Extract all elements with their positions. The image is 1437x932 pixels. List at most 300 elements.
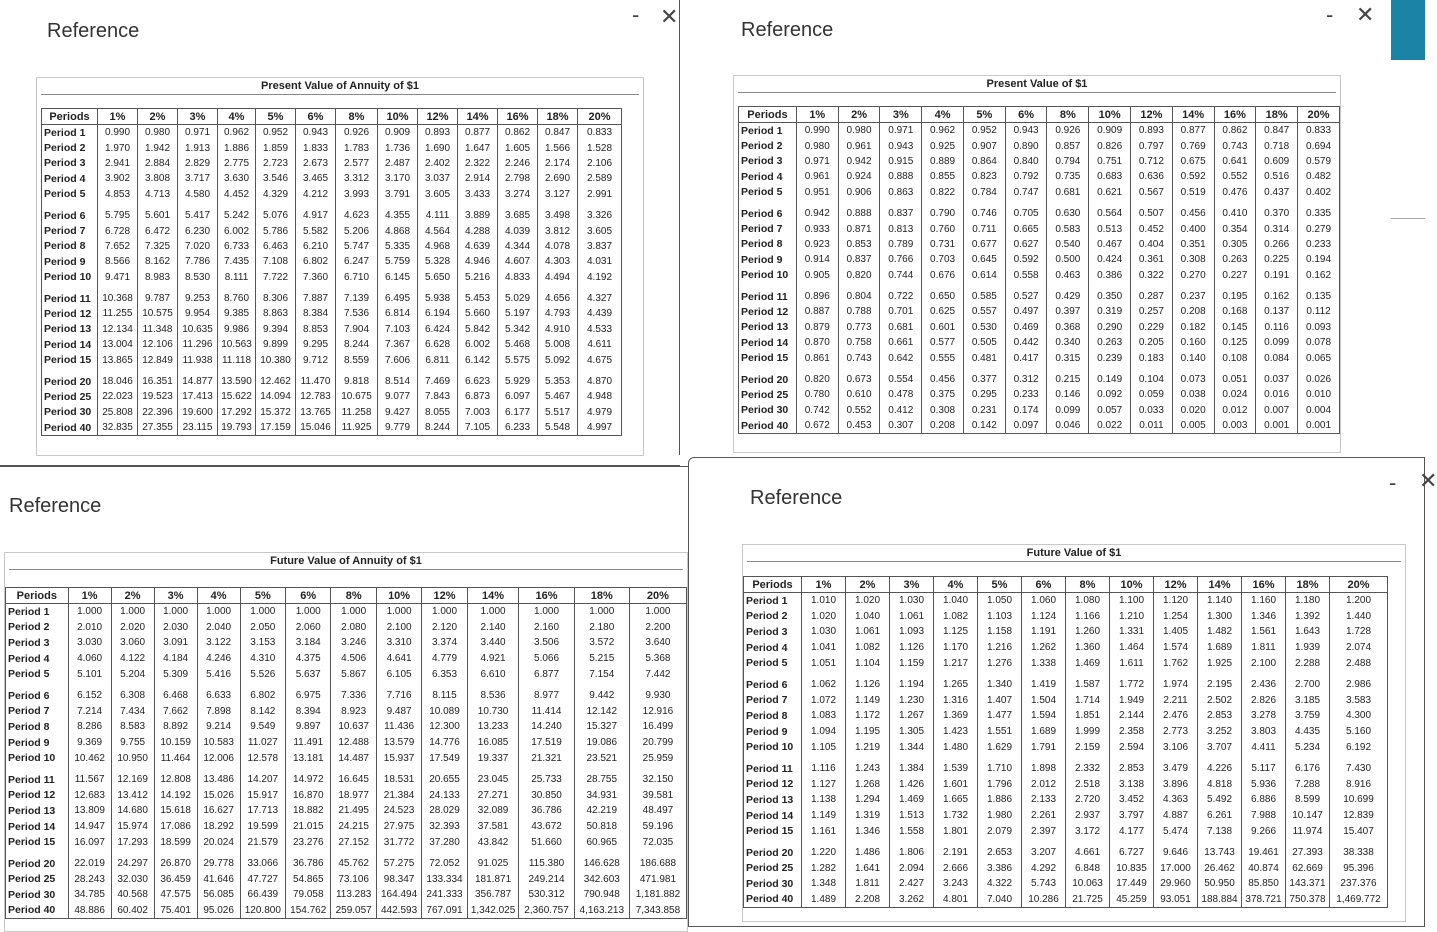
table-cell: 1.200 — [1330, 593, 1388, 609]
table-cell: 1.170 — [934, 640, 978, 656]
table-cell: 154.762 — [286, 903, 331, 919]
table-cell: 2.060 — [286, 620, 331, 636]
table-cell: 2.884 — [138, 156, 178, 171]
table-cell: 0.665 — [1005, 221, 1047, 236]
minimize-icon[interactable]: - — [632, 2, 640, 27]
table-cell: 0.266 — [1256, 237, 1298, 252]
table-cell: 16.085 — [467, 735, 519, 751]
period-label: Period 6 — [739, 200, 797, 221]
table-cell: 32.150 — [629, 766, 686, 788]
table-cell: 6.463 — [256, 239, 296, 254]
table-cell: 1.000 — [111, 604, 154, 620]
table-cell: 1.220 — [802, 839, 846, 861]
table-cell: 8.306 — [256, 285, 296, 306]
table-cell: 1.020 — [802, 609, 846, 625]
table-cell: 2.180 — [574, 620, 629, 636]
table-cell: 0.837 — [880, 200, 922, 221]
table-cell: 5.117 — [1242, 755, 1286, 777]
table-cell: 6.728 — [98, 223, 138, 238]
table-cell: 3.685 — [498, 202, 538, 223]
rate-header: 8% — [1047, 107, 1089, 123]
table-cell: 0.456 — [922, 366, 964, 387]
table-cell: 0.942 — [838, 154, 880, 169]
table-cell: 21.321 — [519, 750, 574, 766]
table-cell: 9.549 — [240, 719, 285, 735]
table-cell: 1.489 — [802, 892, 846, 908]
table-cell: 15.974 — [111, 819, 154, 835]
table-cell: 16.627 — [197, 803, 240, 819]
table-cell: 4.375 — [286, 651, 331, 667]
table-cell: 1.103 — [978, 609, 1022, 625]
table-cell: 0.788 — [838, 304, 880, 319]
table-cell: 1.268 — [846, 777, 890, 793]
table-cell: 3.433 — [458, 187, 498, 202]
table-cell: 3.252 — [1198, 724, 1242, 740]
table-cell: 1.041 — [802, 640, 846, 656]
table-row — [6, 719, 687, 735]
table-cell: 17.519 — [519, 735, 574, 751]
table-cell: 4.111 — [418, 202, 458, 223]
table-cell: 4.801 — [934, 892, 978, 908]
table-cell: 2.079 — [978, 823, 1022, 839]
table-cell: 3.091 — [154, 635, 197, 651]
table-caption: Future Value of Annuity of $1 — [9, 553, 683, 570]
rate-header: 16% — [1242, 577, 1286, 593]
table-cell: 5.468 — [498, 337, 538, 352]
table-cell: 0.208 — [922, 418, 964, 434]
period-label: Period 10 — [739, 268, 797, 283]
table-cell: 3.030 — [68, 635, 111, 651]
table-cell: 2.402 — [418, 156, 458, 171]
table-cell: 25.733 — [519, 766, 574, 788]
table-row — [739, 387, 1340, 402]
table-cell: 1.166 — [1066, 609, 1110, 625]
table-row — [6, 834, 687, 850]
table-cell: 15.622 — [218, 389, 256, 404]
table-cell: 6.848 — [1066, 861, 1110, 877]
close-icon[interactable]: ✕ — [660, 4, 679, 29]
table-cell: 0.952 — [963, 123, 1005, 139]
table-cell: 0.625 — [922, 304, 964, 319]
table-cell: 0.961 — [838, 138, 880, 153]
table-cell: 0.020 — [1172, 403, 1214, 418]
table-cell: 10.950 — [111, 750, 154, 766]
table-cell: 1.216 — [978, 640, 1022, 656]
table-cell: 0.789 — [880, 237, 922, 252]
table-cell: 2.195 — [1198, 671, 1242, 693]
table-cell: 3.896 — [1154, 777, 1198, 793]
table-cell: 1.736 — [378, 140, 418, 155]
rate-header: 20% — [1298, 107, 1340, 123]
table-cell: 0.863 — [880, 185, 922, 200]
table-cell: 0.305 — [1214, 237, 1256, 252]
table-cell: 5.215 — [574, 651, 629, 667]
rate-header: 6% — [286, 588, 331, 604]
table-cell: 0.215 — [1047, 366, 1089, 387]
table-cell: 1.811 — [1242, 640, 1286, 656]
table-cell: 767.091 — [422, 903, 467, 919]
table-cell: 1.000 — [286, 604, 331, 620]
rate-header: 10% — [376, 588, 421, 604]
table-cell: 23.521 — [574, 750, 629, 766]
table-cell: 1.999 — [1066, 724, 1110, 740]
table-cell: 3.278 — [1242, 708, 1286, 724]
table-cell: 1.082 — [934, 609, 978, 625]
table-cell: 3.170 — [378, 171, 418, 186]
table-cell: 15.407 — [1330, 823, 1388, 839]
table-cell: 4.363 — [1154, 792, 1198, 808]
table-cell: 0.078 — [1298, 335, 1340, 350]
scrollbar-accent[interactable] — [1391, 0, 1425, 60]
table-cell: 0.797 — [1131, 138, 1173, 153]
table-cell: 0.610 — [838, 387, 880, 402]
table-cell: 146.628 — [574, 850, 629, 872]
table-cell: 4.039 — [498, 223, 538, 238]
rate-header: 18% — [1256, 107, 1298, 123]
table-cell: 0.456 — [1172, 200, 1214, 221]
period-label: Period 11 — [739, 283, 797, 304]
table-cell: 7.988 — [1242, 808, 1286, 824]
table-cell: 18.046 — [98, 368, 138, 389]
table-cell: 2.720 — [1066, 792, 1110, 808]
table-cell: 0.424 — [1089, 252, 1131, 267]
table-cell: 15.917 — [240, 788, 285, 804]
period-label: Period 11 — [6, 766, 69, 788]
table-cell: 0.125 — [1214, 335, 1256, 350]
table-row — [744, 777, 1388, 793]
table-cell: 3.127 — [538, 187, 578, 202]
table-cell: 42.219 — [574, 803, 629, 819]
table-row — [6, 635, 687, 651]
table-row — [744, 876, 1388, 892]
table-row — [6, 735, 687, 751]
table-cell: 6.873 — [458, 389, 498, 404]
period-label: Period 3 — [744, 624, 802, 640]
table-cell: 1.191 — [1022, 624, 1066, 640]
rate-header: 4% — [934, 577, 978, 593]
period-label: Period 30 — [744, 876, 802, 892]
table-cell: 2.159 — [1066, 739, 1110, 755]
table-cell: 12.783 — [296, 389, 336, 404]
table-cell: 8.142 — [240, 704, 285, 720]
table-cell: 7.904 — [336, 322, 378, 337]
header-row — [744, 577, 1388, 593]
table-cell: 2.700 — [1286, 671, 1330, 693]
table-cell: 1.791 — [1022, 739, 1066, 755]
table-cell: 0.769 — [1172, 138, 1214, 153]
period-label: Period 9 — [42, 254, 98, 269]
table-cell: 0.481 — [963, 350, 1005, 365]
table-cell: 0.307 — [880, 418, 922, 434]
table-cell: 0.146 — [1047, 387, 1089, 402]
table-cell: 19.086 — [574, 735, 629, 751]
table-cell: 14.240 — [519, 719, 574, 735]
table-cell: 7.887 — [296, 285, 336, 306]
table-cell: 0.057 — [1089, 403, 1131, 418]
table-cell: 3.707 — [1198, 739, 1242, 755]
table-cell: 1.806 — [890, 839, 934, 861]
table-cell: 4.329 — [256, 187, 296, 202]
table-cell: 2.020 — [111, 620, 154, 636]
table-cell: 66.439 — [240, 887, 285, 903]
table-cell: 13.590 — [218, 368, 256, 389]
table-cell: 5.467 — [538, 389, 578, 404]
period-label: Period 20 — [739, 366, 797, 387]
table-cell: 0.140 — [1172, 350, 1214, 365]
table-cell: 5.747 — [336, 239, 378, 254]
table-cell: 0.889 — [922, 154, 964, 169]
rate-header: 6% — [1005, 107, 1047, 123]
table-cell: 27.975 — [376, 819, 421, 835]
window-title: Reference — [47, 20, 140, 42]
table-cell: 19.337 — [467, 750, 519, 766]
table-panel — [733, 75, 1341, 453]
table-cell: 12.300 — [422, 719, 467, 735]
table-cell: 0.142 — [963, 418, 1005, 434]
period-label: Period 20 — [6, 850, 69, 872]
table-cell: 1.125 — [934, 624, 978, 640]
table-cell: 0.758 — [838, 335, 880, 350]
table-cell: 0.410 — [1214, 200, 1256, 221]
table-cell: 6.230 — [178, 223, 218, 238]
table-cell: 1.783 — [336, 140, 378, 155]
table-cell: 7.442 — [629, 666, 686, 682]
period-label: Period 8 — [744, 708, 802, 724]
table-cell: 1.158 — [978, 624, 1022, 640]
rate-header: 1% — [68, 588, 111, 604]
table-cell: 5.309 — [154, 666, 197, 682]
table-cell: 16.097 — [68, 834, 111, 850]
table-cell: 9.930 — [629, 682, 686, 704]
table-cell: 1.243 — [846, 755, 890, 777]
rate-header: 16% — [1214, 107, 1256, 123]
rate-header: 4% — [197, 588, 240, 604]
table-cell: 0.971 — [880, 123, 922, 139]
table-cell: 1.159 — [890, 655, 934, 671]
table-cell: 4.611 — [578, 337, 622, 352]
table-cell: 0.442 — [1005, 335, 1047, 350]
table-cell: 26.462 — [1198, 861, 1242, 877]
table-cell: 0.315 — [1047, 350, 1089, 365]
table-cell: 9.954 — [178, 306, 218, 321]
table-cell: 7.214 — [68, 704, 111, 720]
table-cell: 3.243 — [934, 876, 978, 892]
table-cell: 0.135 — [1298, 283, 1340, 304]
table-cell: 43.842 — [467, 834, 519, 850]
table-cell: 0.833 — [1298, 123, 1340, 139]
table-cell: 0.870 — [796, 335, 838, 350]
period-label: Period 13 — [42, 322, 98, 337]
table-cell: 2.080 — [331, 620, 376, 636]
table-cell: 1.970 — [98, 140, 138, 155]
reference-window-pv-annuity — [0, 0, 680, 466]
table-cell: 1.913 — [178, 140, 218, 155]
period-label: Period 11 — [42, 285, 98, 306]
minimize-icon[interactable]: - — [1326, 2, 1334, 27]
table-cell: 0.585 — [963, 283, 1005, 304]
table-row — [42, 322, 622, 337]
table-cell: 20.799 — [629, 735, 686, 751]
table-cell: 0.557 — [963, 304, 1005, 319]
table-cell: 13.412 — [111, 788, 154, 804]
rate-header: 18% — [574, 588, 629, 604]
table-cell: 0.225 — [1256, 252, 1298, 267]
table-cell: 0.308 — [922, 403, 964, 418]
table-row — [42, 202, 622, 223]
table-cell: 1.000 — [422, 604, 467, 620]
table-row — [744, 640, 1388, 656]
table-cell: 0.279 — [1298, 221, 1340, 236]
table-row — [739, 418, 1340, 434]
table-cell: 0.804 — [838, 283, 880, 304]
close-icon[interactable]: ✕ — [1356, 2, 1375, 27]
table-cell: 1.469 — [1066, 655, 1110, 671]
table-cell: 6.308 — [111, 682, 154, 704]
table-cell: 18.599 — [154, 834, 197, 850]
table-cell: 4.887 — [1154, 808, 1198, 824]
table-cell: 1.040 — [934, 593, 978, 609]
table-cell: 62.669 — [1286, 861, 1330, 877]
table-cell: 17.159 — [256, 420, 296, 436]
table-cell: 0.227 — [1214, 268, 1256, 283]
table-cell: 7.469 — [418, 368, 458, 389]
table-cell: 5.206 — [336, 223, 378, 238]
table-cell: 1.647 — [458, 140, 498, 155]
table-cell: 1.072 — [802, 693, 846, 709]
table-cell: 0.099 — [1256, 335, 1298, 350]
table-cell: 0.084 — [1256, 350, 1298, 365]
table-cell: 17.449 — [1110, 876, 1154, 892]
table-cell: 186.688 — [629, 850, 686, 872]
table-cell: 8.853 — [296, 322, 336, 337]
table-cell: 0.097 — [1005, 418, 1047, 434]
table-cell: 47.575 — [154, 887, 197, 903]
rate-header: 8% — [1066, 577, 1110, 593]
table-cell: 4.031 — [578, 254, 622, 269]
period-label: Period 10 — [744, 739, 802, 755]
table-cell: 1.346 — [1242, 609, 1286, 625]
period-label: Period 4 — [739, 169, 797, 184]
table-cell: 0.552 — [1214, 169, 1256, 184]
table-cell: 1.566 — [538, 140, 578, 155]
table-cell: 24.215 — [331, 819, 376, 835]
table-cell: 2.487 — [378, 156, 418, 171]
table-cell: 0.694 — [1298, 138, 1340, 153]
table-cell: 6.727 — [1110, 839, 1154, 861]
table-cell: 2,360.757 — [519, 903, 574, 919]
table-cell: 4.853 — [98, 187, 138, 202]
table-cell: 1.360 — [1066, 640, 1110, 656]
table-row — [739, 403, 1340, 418]
table-cell: 1.116 — [802, 755, 846, 777]
table-cell: 0.010 — [1298, 387, 1340, 402]
table-cell: 25.959 — [629, 750, 686, 766]
table-cell: 0.705 — [1005, 200, 1047, 221]
period-label: Period 9 — [6, 735, 69, 751]
table-row — [739, 304, 1340, 319]
table-cell: 36.459 — [154, 872, 197, 888]
table-cell: 2.826 — [1242, 693, 1286, 709]
rate-header: 20% — [578, 109, 622, 125]
table-cell: 2.853 — [1198, 708, 1242, 724]
period-label: Period 30 — [6, 887, 69, 903]
table-cell: 0.675 — [1172, 154, 1214, 169]
close-icon[interactable]: ✕ — [1419, 468, 1437, 493]
table-row — [739, 221, 1340, 236]
table-cell: 0.386 — [1089, 268, 1131, 283]
table-cell: 0.004 — [1298, 403, 1340, 418]
period-label: Period 4 — [744, 640, 802, 656]
table-row — [739, 138, 1340, 153]
table-cell: 0.742 — [796, 403, 838, 418]
table-cell: 0.650 — [922, 283, 964, 304]
table-cell: 0.837 — [838, 252, 880, 267]
table-cell: 1.732 — [934, 808, 978, 824]
table-cell: 0.112 — [1298, 304, 1340, 319]
window-title: Reference — [741, 19, 834, 41]
table-cell: 6.710 — [336, 270, 378, 285]
table-cell: 0.962 — [218, 125, 256, 141]
table-cell: 3.797 — [1110, 808, 1154, 824]
table-cell: 1.528 — [578, 140, 622, 155]
table-cell: 2.160 — [519, 620, 574, 636]
period-label: Period 10 — [42, 270, 98, 285]
table-cell: 1.851 — [1066, 708, 1110, 724]
table-cell: 1.369 — [934, 708, 978, 724]
table-cell: 40.874 — [1242, 861, 1286, 877]
table-row — [744, 892, 1388, 908]
table-cell: 0.583 — [1047, 221, 1089, 236]
table-cell: 6.261 — [1198, 808, 1242, 824]
table-row — [739, 123, 1340, 139]
table-cell: 7.154 — [574, 666, 629, 682]
period-label: Period 6 — [744, 671, 802, 693]
table-cell: 2.322 — [458, 156, 498, 171]
table-cell: 3.479 — [1154, 755, 1198, 777]
table-cell: 11.464 — [154, 750, 197, 766]
table-cell: 0.822 — [922, 185, 964, 200]
table-cell: 0.890 — [1005, 138, 1047, 153]
table-cell: 9.646 — [1154, 839, 1198, 861]
table-cell: 0.961 — [796, 169, 838, 184]
table-cell: 6.628 — [418, 337, 458, 352]
table-cell: 0.287 — [1131, 283, 1173, 304]
table-cell: 0.012 — [1214, 403, 1256, 418]
table-row — [744, 724, 1388, 740]
table-cell: 15.618 — [154, 803, 197, 819]
rate-header: 14% — [458, 109, 498, 125]
table-cell: 5.929 — [498, 368, 538, 389]
table-cell: 0.661 — [880, 335, 922, 350]
table-cell: 1.105 — [802, 739, 846, 755]
table-cell: 11.255 — [98, 306, 138, 321]
rate-table — [738, 106, 1340, 434]
table-cell: 5.216 — [458, 270, 498, 285]
table-cell: 10.063 — [1066, 876, 1110, 892]
rate-table — [743, 576, 1388, 908]
minimize-icon[interactable]: - — [1389, 470, 1397, 495]
table-cell: 3.791 — [378, 187, 418, 202]
table-row — [739, 268, 1340, 283]
table-cell: 18.292 — [197, 819, 240, 835]
table-cell: 1.127 — [802, 777, 846, 793]
table-cell: 20.655 — [422, 766, 467, 788]
table-cell: 4.300 — [1330, 708, 1388, 724]
table-row — [739, 237, 1340, 252]
rate-header: 1% — [802, 577, 846, 593]
table-cell: 1.050 — [978, 593, 1022, 609]
table-cell: 21.579 — [240, 834, 285, 850]
